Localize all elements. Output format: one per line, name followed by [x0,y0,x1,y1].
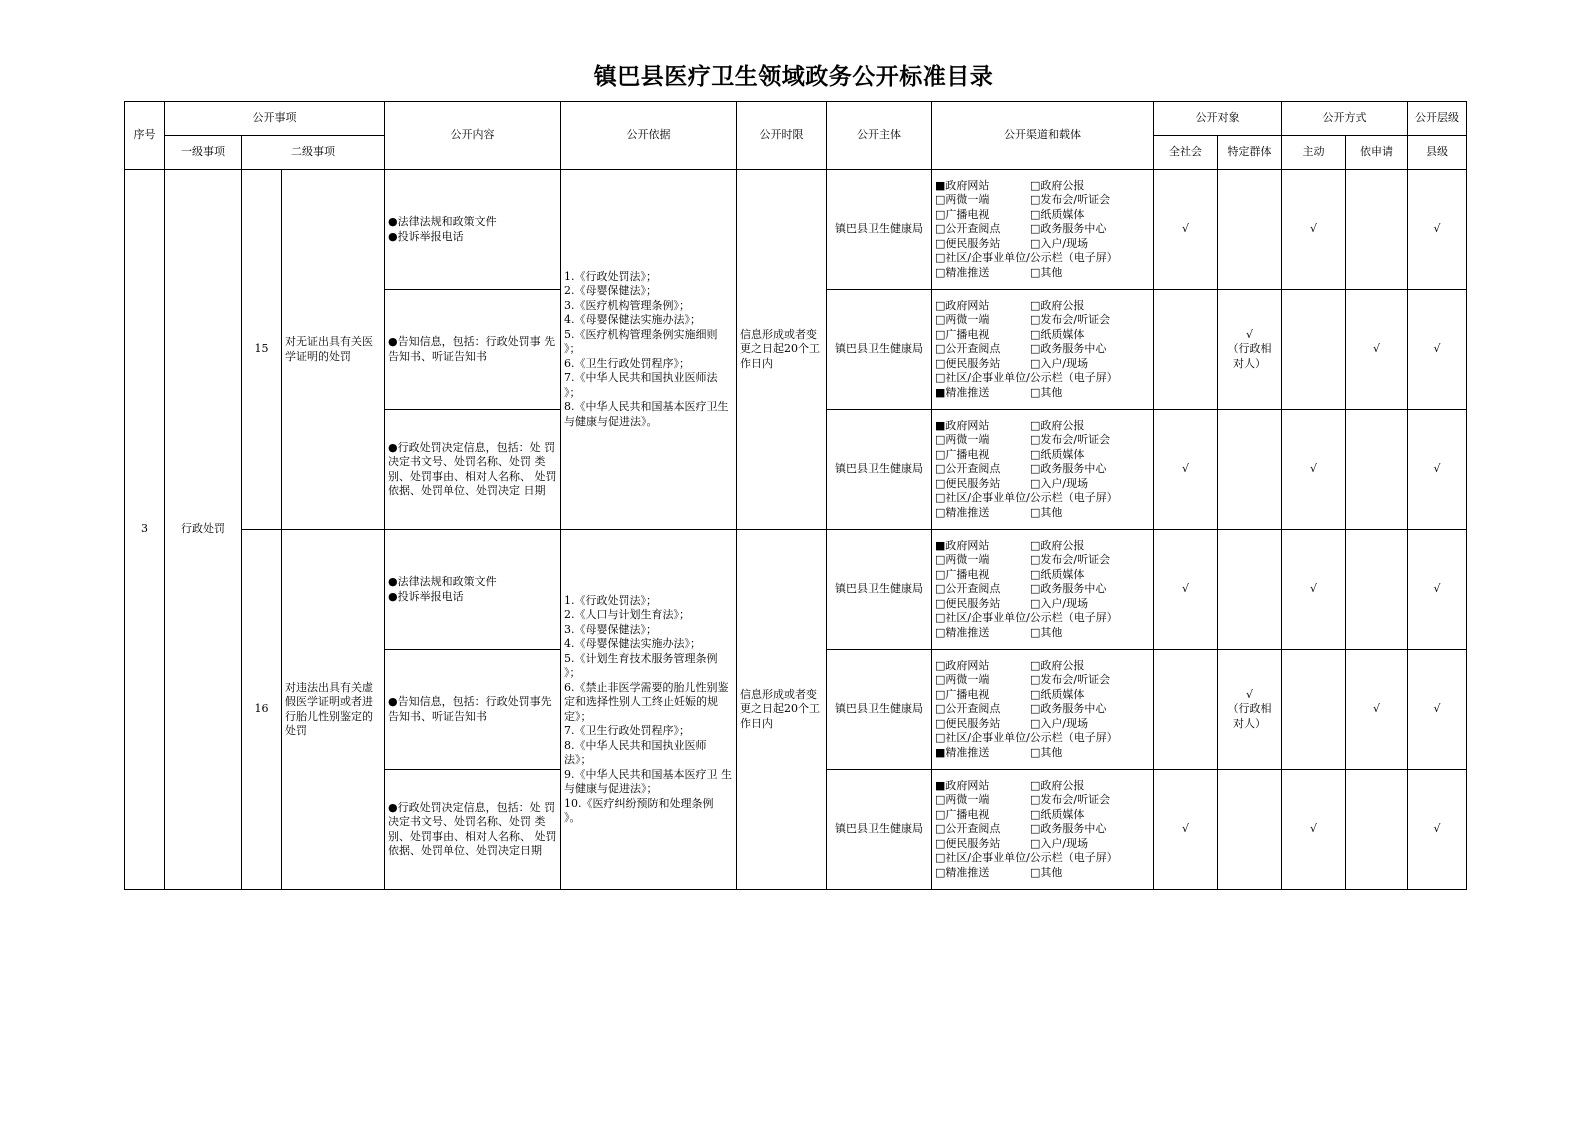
channel-line [935,568,1150,583]
on-request-check [1346,410,1408,530]
channel-option: □社区/企事业单位/公示栏（电子屏） [935,371,1118,385]
channel-line [935,193,1150,208]
channel-line [935,582,1150,597]
channel-option: □其他 [1030,265,1063,279]
item-number-cell: 16 [242,530,282,890]
channel-option: □发布会/听证会 [1030,193,1111,207]
channel-option: □发布会/听证会 [1030,673,1111,687]
all-society-check [1154,290,1218,410]
header-active: 主动 [1282,136,1346,170]
header-method: 公开方式 [1282,102,1408,136]
channel-line [935,808,1150,823]
channel-line [935,702,1150,717]
channel-line [935,822,1150,837]
channel-line [935,539,1150,554]
channel-option: □其他 [1030,385,1063,399]
specific-group-check [1218,770,1282,890]
channel-option: □纸质媒体 [1030,567,1085,581]
header-on-request: 依申请 [1346,136,1408,170]
channel-option: □便民服务站 [935,596,1001,610]
county-check: √ [1408,290,1467,410]
on-request-check: √ [1346,290,1408,410]
channel-option: □两微一端 [935,433,990,447]
channel-option: □政府公报 [1030,778,1085,792]
channel-option: □政府网站 [935,658,990,672]
specific-group-check: √ （行政相 对人） [1218,650,1282,770]
active-check: √ [1282,530,1346,650]
channel-option: □政府公报 [1030,658,1085,672]
channel-option: □发布会/听证会 [1030,313,1111,327]
channel-option: □发布会/听证会 [1030,793,1111,807]
channel-line [935,251,1150,266]
channel-line [935,179,1150,194]
content-cell: ●告知信息，包括：行政处罚事 先告知书、听证告知书 [385,290,561,410]
channel-option: □广播电视 [935,807,990,821]
channel-option: □政府公报 [1030,178,1085,192]
channel-line [935,433,1150,448]
channel-option: □两微一端 [935,313,990,327]
channel-option: ■政府网站 [935,538,990,552]
channel-line [935,779,1150,794]
all-society-check: √ [1154,770,1218,890]
channel-line [935,208,1150,223]
header-channel: 公开渠道和载体 [932,102,1154,170]
header-all-society: 全社会 [1154,136,1218,170]
channel-line [935,731,1150,746]
item-name-cell: 对违法出具有关虚假医学证明或者进行胎儿性别鉴定的处罚 [282,530,385,890]
channel-option: □其他 [1030,505,1063,519]
header-level1: 一级事项 [165,136,242,170]
channel-line [935,266,1150,281]
channel-option: □入户/现场 [1030,356,1089,370]
channel-line [935,837,1150,852]
channel-option: ■精准推送 [935,385,990,399]
channel-option: □其他 [1030,745,1063,759]
channel-option: □公开查阅点 [935,582,1001,596]
channel-option: □纸质媒体 [1030,447,1085,461]
channel-line [935,851,1150,866]
header-time: 公开时限 [737,102,827,170]
channel-cell [932,530,1154,650]
item-number-cell: 15 [242,170,282,530]
on-request-check [1346,530,1408,650]
channel-line [935,673,1150,688]
content-cell: ●法律法规和政策文件 ●投诉举报电话 [385,530,561,650]
channel-option: □两微一端 [935,193,990,207]
channel-line [935,793,1150,808]
channel-option: □纸质媒体 [1030,327,1085,341]
channel-cell [932,290,1154,410]
header-target: 公开对象 [1154,102,1282,136]
channel-line [935,717,1150,732]
header-county: 县级 [1408,136,1467,170]
county-check: √ [1408,410,1467,530]
all-society-check: √ [1154,170,1218,290]
channel-line [935,506,1150,521]
channel-option: □入户/现场 [1030,836,1089,850]
channel-cell [932,770,1154,890]
header-content: 公开内容 [385,102,561,170]
catalog-table [124,101,1467,890]
subject-cell: 镇巴县卫生健康局 [827,650,932,770]
channel-option: □政务服务中心 [1030,342,1107,356]
subject-cell: 镇巴县卫生健康局 [827,770,932,890]
channel-option: ■政府网站 [935,778,990,792]
channel-line [935,448,1150,463]
channel-line [935,491,1150,506]
subject-cell: 镇巴县卫生健康局 [827,170,932,290]
header-level: 公开层级 [1408,102,1467,136]
all-society-check: √ [1154,410,1218,530]
header-basis: 公开依据 [561,102,737,170]
channel-option: □入户/现场 [1030,236,1089,250]
channel-option: □政务服务中心 [1030,222,1107,236]
time-cell: 信息形成或者变更之日起20个工作日内 [737,170,827,530]
channel-line [935,222,1150,237]
specific-group-check: √ （行政相 对人） [1218,290,1282,410]
channel-option: □精准推送 [935,625,990,639]
table-row [125,170,1467,290]
channel-option: □其他 [1030,625,1063,639]
header-level2: 二级事项 [242,136,385,170]
channel-line [935,419,1150,434]
content-cell: ●行政处罚决定信息，包括：处 罚决定书文号、处罚名称、处罚 类别、处罚事由、相对人名称、 处罚依据、处罚单位、处罚决定 日期 [385,410,561,530]
channel-line [935,386,1150,401]
channel-option: □政务服务中心 [1030,702,1107,716]
channel-option: □政府网站 [935,298,990,312]
channel-option: □两微一端 [935,793,990,807]
header-subject: 公开主体 [827,102,932,170]
subject-cell: 镇巴县卫生健康局 [827,530,932,650]
active-check [1282,290,1346,410]
table-row [125,530,1467,650]
channel-option: □纸质媒体 [1030,687,1085,701]
channel-option: ■政府网站 [935,418,990,432]
header-item: 公开事项 [165,102,385,136]
specific-group-check [1218,410,1282,530]
channel-line [935,357,1150,372]
channel-option: □社区/企事业单位/公示栏（电子屏） [935,731,1118,745]
channel-option: ■精准推送 [935,745,990,759]
channel-option: □便民服务站 [935,476,1001,490]
basis-cell: 1.《行政处罚法》； 2.《母婴保健法》； 3.《医疗机构管理条例》； 4.《母婴保健法实施办法》； 5.《医疗机构管理条例实施细则 》； 6.《卫生行政处罚程序》； 7.《中华人民共和国执业医师法 》； 8.《中华人民共和国基本医疗卫生与健康与促进法》。 [561,170,737,530]
channel-option: □社区/企事业单位/公示栏（电子屏） [935,851,1118,865]
header-row-1 [125,102,1467,136]
seq-cell: 3 [125,170,165,890]
channel-line [935,611,1150,626]
channel-line [935,313,1150,328]
channel-option: □政府公报 [1030,538,1085,552]
channel-option: □入户/现场 [1030,476,1089,490]
channel-line [935,626,1150,641]
channel-option: □公开查阅点 [935,462,1001,476]
channel-line [935,237,1150,252]
document-title: 镇巴县医疗卫生领域政务公开标准目录 [593,63,994,90]
channel-option: □其他 [1030,865,1063,879]
subject-cell: 镇巴县卫生健康局 [827,410,932,530]
channel-option: □公开查阅点 [935,822,1001,836]
channel-line [935,746,1150,761]
content-cell: ●法律法规和政策文件 ●投诉举报电话 [385,170,561,290]
channel-line [935,328,1150,343]
channel-cell [932,170,1154,290]
all-society-check [1154,650,1218,770]
channel-option: □公开查阅点 [935,702,1001,716]
content-cell: ●行政处罚决定信息，包括：处 罚决定书文号、处罚名称、处罚 类别、处罚事由、相对人名称、 处罚依据、处罚单位、处罚决定日期 [385,770,561,890]
channel-option: □政务服务中心 [1030,822,1107,836]
all-society-check: √ [1154,530,1218,650]
channel-option: □两微一端 [935,553,990,567]
channel-line [935,462,1150,477]
specific-group-check [1218,170,1282,290]
active-check: √ [1282,410,1346,530]
channel-option: □便民服务站 [935,356,1001,370]
header-specific-group: 特定群体 [1218,136,1282,170]
channel-option: □广播电视 [935,567,990,581]
channel-option: □广播电视 [935,687,990,701]
channel-option: □发布会/听证会 [1030,553,1111,567]
channel-option: □两微一端 [935,673,990,687]
channel-option: □社区/企事业单位/公示栏（电子屏） [935,491,1118,505]
county-check: √ [1408,170,1467,290]
channel-option: □广播电视 [935,447,990,461]
channel-cell [932,650,1154,770]
channel-option: □政务服务中心 [1030,462,1107,476]
channel-option: ■政府网站 [935,178,990,192]
channel-line [935,597,1150,612]
channel-line [935,688,1150,703]
channel-option: □公开查阅点 [935,342,1001,356]
subject-cell: 镇巴县卫生健康局 [827,290,932,410]
channel-line [935,299,1150,314]
county-check: √ [1408,770,1467,890]
county-check: √ [1408,650,1467,770]
channel-option: □入户/现场 [1030,596,1089,610]
channel-option: □精准推送 [935,865,990,879]
level1-cell: 行政处罚 [165,170,242,890]
channel-option: □社区/企事业单位/公示栏（电子屏） [935,251,1118,265]
channel-option: □政府公报 [1030,298,1085,312]
county-check: √ [1408,530,1467,650]
on-request-check [1346,170,1408,290]
time-cell: 信息形成或者变更之日起20个工作日内 [737,530,827,890]
channel-line [935,342,1150,357]
channel-option: □纸质媒体 [1030,207,1085,221]
channel-option: □政府公报 [1030,418,1085,432]
channel-option: □广播电视 [935,327,990,341]
basis-cell: 1.《行政处罚法》； 2.《人口与计划生育法》； 3.《母婴保健法》； 4.《母婴保健法实施办法》； 5.《计划生育技术服务管理条例 》； 6.《禁止非医学需要的胎儿性别鉴定和选择性别人工终止妊娠的规定》； 7.《卫生行政处罚程序》； 8.《中华人民共和国执业医师法》； 9.《中华人民共和国基本医疗卫 生与健康与促进法》； 10.《医疗纠纷预防和处理条例 》。 [561,530,737,890]
channel-option: □便民服务站 [935,836,1001,850]
channel-line [935,866,1150,881]
header-seq: 序号 [125,102,165,170]
on-request-check [1346,770,1408,890]
channel-line [935,371,1150,386]
channel-cell [932,410,1154,530]
item-name-cell: 对无证出具有关医学证明的处罚 [282,170,385,530]
channel-option: □精准推送 [935,505,990,519]
channel-option: □便民服务站 [935,236,1001,250]
channel-option: □社区/企事业单位/公示栏（电子屏） [935,611,1118,625]
channel-line [935,659,1150,674]
channel-option: □纸质媒体 [1030,807,1085,821]
channel-option: □入户/现场 [1030,716,1089,730]
content-cell: ●告知信息，包括：行政处罚事先告知书、听证告知书 [385,650,561,770]
specific-group-check [1218,530,1282,650]
channel-line [935,553,1150,568]
active-check: √ [1282,770,1346,890]
channel-option: □发布会/听证会 [1030,433,1111,447]
on-request-check: √ [1346,650,1408,770]
channel-option: □广播电视 [935,207,990,221]
active-check [1282,650,1346,770]
channel-line [935,477,1150,492]
channel-option: □政务服务中心 [1030,582,1107,596]
channel-option: □公开查阅点 [935,222,1001,236]
channel-option: □精准推送 [935,265,990,279]
active-check: √ [1282,170,1346,290]
channel-option: □便民服务站 [935,716,1001,730]
